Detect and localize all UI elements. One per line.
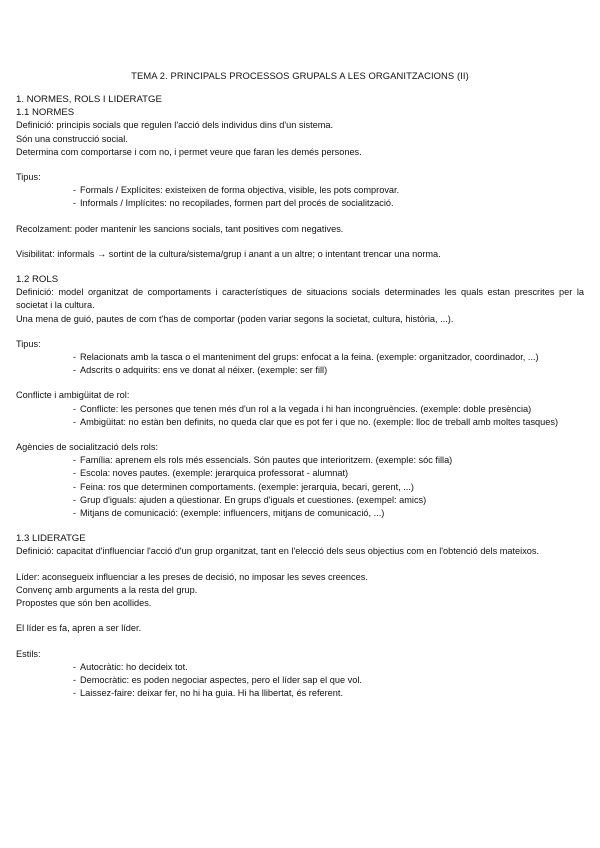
list-item: - Família: aprenem els rols més essencials. Són pautes que interioritzem. (exemple: sóc filla) — [16, 454, 584, 467]
subsection-normes: 1.1 NORMES — [16, 107, 75, 119]
lider-line-3: Propostes que són ben acollides. — [16, 598, 152, 609]
list-item: - Autocràtic: ho decideix tot. — [16, 661, 584, 674]
lider-fa: El líder es fa, apren a ser líder. — [16, 623, 142, 634]
list-item: - Grup d'iguals: ajuden a qüestionar. En grups d'iguals et cuestiones. (exempel: amics) — [16, 494, 584, 507]
list-item: - Mitjans de comunicació: (exemple: influencers, mitjans de comunicació, ...) — [16, 507, 584, 520]
lideratge-definition: Definició: capacitat d'influenciar l'acció d'un grup organitzat, tant en l'elecció dels seus objectius com en l'obtenció dels mateixos. — [16, 546, 540, 557]
list-item: - Informals / Implícites: no recopilades, formen part del procés de socialització. — [16, 197, 584, 210]
section-heading: 1. NORMES, ROLS I LIDERATGE — [16, 94, 162, 105]
rols-mena: Una mena de guió, pautes de com t'has de comportar (poden variar segons la societat, cultura, història, ...). — [16, 313, 454, 324]
rols-tipus-label: Tipus: — [16, 338, 41, 349]
list-item: - Ambigüitat: no estàn ben definits, no queda clar que es pot fer i que no. (exemple: lloc de treball amb moltes tasques) — [16, 416, 584, 429]
normes-tipus-label: Tipus: — [16, 172, 41, 183]
lider-line-1: Líder: aconsegueix influenciar a les preses de decisió, no imposar les seves creences. — [16, 571, 368, 582]
normes-definition: Definició: principis socials que regulen l'acció dels individus dins d'un sistema. — [16, 120, 334, 131]
document-title: TEMA 2. PRINCIPALS PROCESSOS GRUPALS A LES ORGANITZACIONS (II) — [131, 70, 469, 81]
normes-determine: Determina com comportarse i com no, i permet veure que faran les demés persones. — [16, 146, 362, 157]
subsection-rols: 1.2 ROLS — [16, 274, 59, 286]
list-item: - Adscrits o adquirits: ens ve donat al néixer. (exemple: ser fill) — [16, 364, 584, 377]
list-item: - Conflicte: les persones que tenen més d'un rol a la vegada i hi han incongruències. (exemple: doble presència) — [16, 403, 584, 416]
normes-recolzament: Recolzament: poder mantenir les sancions socials, tant positives com negatives. — [16, 223, 344, 234]
normes-visibilitat: Visibilitat: informals → sortint de la cultura/sistema/grup i anant a un altre; o intentant trencar una norma. — [16, 248, 441, 259]
list-item: - Formals / Explícites: existeixen de forma objectiva, visible, les pots comprovar. — [16, 184, 584, 197]
lider-line-2: Convenç amb arguments a la resta del grup. — [16, 584, 198, 595]
list-item: - Escola: noves pautes. (exemple: jerarquica professorat - alumnat) — [16, 467, 584, 480]
rols-agencies-label: Agències de socialització dels rols: — [16, 442, 158, 453]
estils-label: Estils: — [16, 648, 41, 659]
list-item: - Laissez-faire: deixar fer, no hi ha guia. Hi ha llibertat, és referent. — [16, 687, 584, 700]
list-item: - Relacionats amb la tasca o el manteniment del grups: enfocat a la feina. (exemple: organitzador, coordinador, ...) — [16, 351, 584, 364]
list-item: - Democràtic: es poden negociar aspectes, pero el líder sap el que vol. — [16, 674, 584, 687]
rols-definition: Definició: model organitzat de comportaments i característiques de situacions socials determinades les quals estan prescrites per la societat i la cultura. — [16, 287, 584, 311]
rols-conflicte-label: Conflicte i ambigüitat de rol: — [16, 390, 130, 401]
normes-construct: Són una construcció social. — [16, 133, 128, 144]
list-item: - Feina: ros que determinen comportaments. (exemple: jerarquia, becari, gerent, ...) — [16, 481, 584, 494]
subsection-lideratge: 1.3 LIDERATGE — [16, 533, 86, 545]
